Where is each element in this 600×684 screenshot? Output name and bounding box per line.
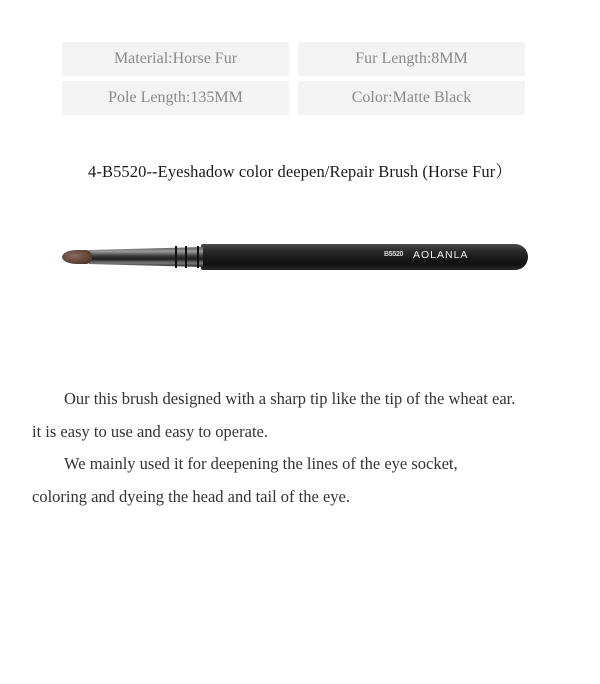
spec-material	[62, 42, 289, 76]
spec-pole-length	[62, 81, 289, 115]
brush-model-label: B5520	[384, 251, 404, 258]
spec-fur-length-text: Fur Length:8MM	[355, 50, 468, 67]
brush-brand-label: AOLANLA	[413, 249, 469, 261]
spec-color	[298, 81, 525, 115]
brush-bristles	[62, 250, 92, 264]
brush-image	[62, 243, 528, 270]
ferrule-band	[197, 246, 199, 268]
description-line: it is easy to use and easy to operate.	[32, 421, 268, 441]
brush-handle	[201, 244, 528, 270]
spec-material-text: Material:Horse Fur	[113, 50, 238, 67]
description-line: Our this brush designed with a sharp tip like the tip of the wheat ear.	[64, 389, 516, 408]
spec-pole-length-text: Pole Length:135MM	[108, 89, 243, 106]
spec-color-text: Color:Matte Black	[351, 89, 472, 106]
ferrule-band	[185, 246, 187, 268]
product-description	[32, 383, 592, 513]
ferrule-band	[175, 246, 177, 268]
spec-fur-length	[298, 42, 525, 76]
description-line: We mainly used it for deepening the lines of the eye socket,	[64, 454, 458, 473]
product-title: 4-B5520--Eyeshadow color deepen/Repair Brush (Horse Fur）	[88, 162, 512, 181]
description-line: coloring and dyeing the head and tail of the eye.	[32, 486, 350, 506]
